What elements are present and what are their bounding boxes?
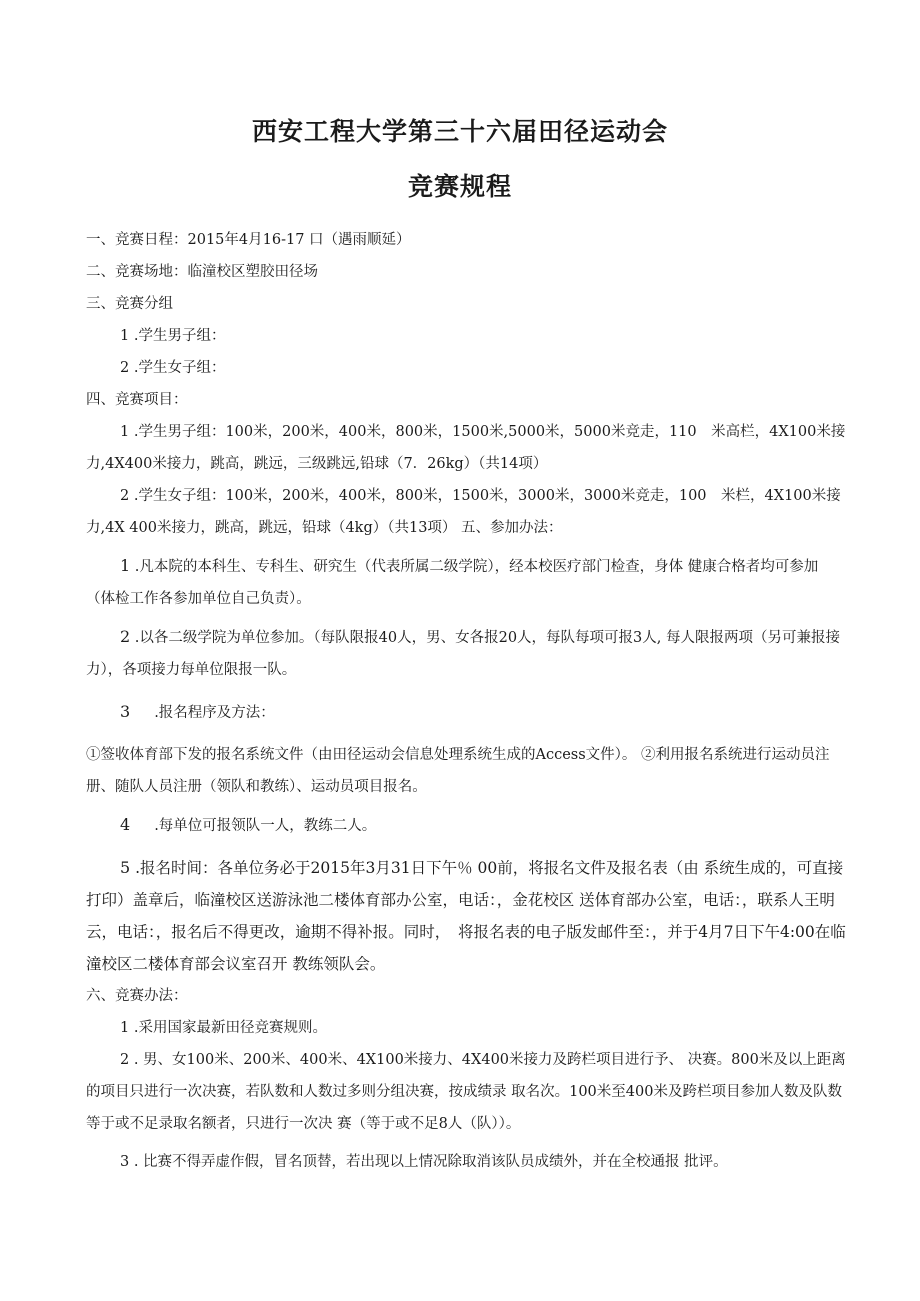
section-venue: 二、竞赛场地：临潼校区塑胶田径场 [86, 264, 318, 280]
item-text: .每单位可报领队一人，教练二人。 [154, 818, 377, 834]
rules-item-1: 1 .采用国家最新田径竞赛规则。 [120, 1020, 327, 1036]
document-subtitle: 竞赛规程 [407, 172, 512, 201]
group-male: 1 .学生男子组： [120, 328, 226, 344]
item-number: 5 [120, 858, 131, 877]
events-female: 2 .学生女子组：100米，200米，400米，800米，1500米，3000米，3000米竞走，100 米栏，4X100米接力,4X 400米接力，跳高，跳远，铅球（4kg）（共13项） 五、参加办法： [86, 488, 841, 536]
registration-steps: ①签收体育部下发的报名系统文件（由田径运动会信息处理系统生成的Access文件）。 ②利用报名系统进行运动员注册、随队人员注册（领队和教练）、运动员项目报名。 [86, 747, 830, 795]
item-text: .凡本院的本科生、专科生、研究生（代表所属二级学院），经本校医疗部门检查，身体 健康合格者均可参加（体检工作各参加单位自己负责）。 [86, 559, 819, 607]
item-text: .报名程序及方法： [154, 705, 275, 721]
participation-item-1 [86, 550, 846, 615]
item-text: .以各二级学院为单位参加。（每队限报40人，男、女各报20人，每队每项可报3人, 每人限报两项（另可兼报接力），各项接力每单位限报一队。 [86, 630, 840, 678]
rules-item-3: 3 . 比赛不得弄虚作假，冒名顶替，若出现以上情况除取消该队员成绩外，并在全校通报 批评。 [120, 1154, 728, 1170]
item-number: 3 [120, 702, 131, 721]
section-events: 四、竞赛项目： [86, 392, 188, 408]
item-number: 2 [120, 627, 131, 646]
participation-item-3 [86, 696, 846, 729]
section-rules: 六、竞赛办法： [86, 988, 188, 1004]
rules-item-2: 2 . 男、女100米、200米、400米、4X100米接力、4X400米接力及跨栏项目进行予、 决赛。800米及以上距离的项目只进行一次决赛，若队数和人数过多则分组决赛，按成绩录 取名次。100米至400米及跨栏项目参加人数及队数等于或不足录取名额者，只进行一次决 赛（等于或不足8人（队））。 [86, 1052, 846, 1132]
document-body [86, 224, 846, 1178]
group-female: 2 .学生女子组： [120, 360, 226, 376]
section-groups: 三、竞赛分组 [86, 296, 173, 312]
participation-item-5 [86, 852, 846, 980]
item-number: 4 [120, 815, 131, 834]
participation-item-4 [86, 809, 846, 842]
participation-item-2 [86, 621, 846, 686]
events-male: 1 .学生男子组：100米，200米，400米，800米，1500米,5000米，5000米竞走，110 米高栏，4X100米接力,4X400米接力，跳高，跳远，三级跳远,铅球（7．26kg）（共14项） [86, 424, 846, 472]
item-number: 1 [120, 556, 131, 575]
item-text: .报名时间：各单位务必于2015年3月31日下午％ 00前，将报名文件及报名表（由 系统生成的，可直接打印）盖章后，临潼校区送游泳池二楼体育部办公室，电话：，金花校区 送体育部办公室，电话：，联系人王明云，电话：，报名后不得更改，逾期不得补报。同时， 将报名表的电子版发邮件至：，并于4月7日下午4:00在临潼校区二楼体育部会议室召开 教练领队会。 [86, 859, 846, 973]
section-schedule: 一、竞赛日程：2015年4月16-17 口（遇雨顺延） [86, 232, 411, 248]
document-title: 西安工程大学第三十六届田径运动会 [251, 117, 668, 146]
